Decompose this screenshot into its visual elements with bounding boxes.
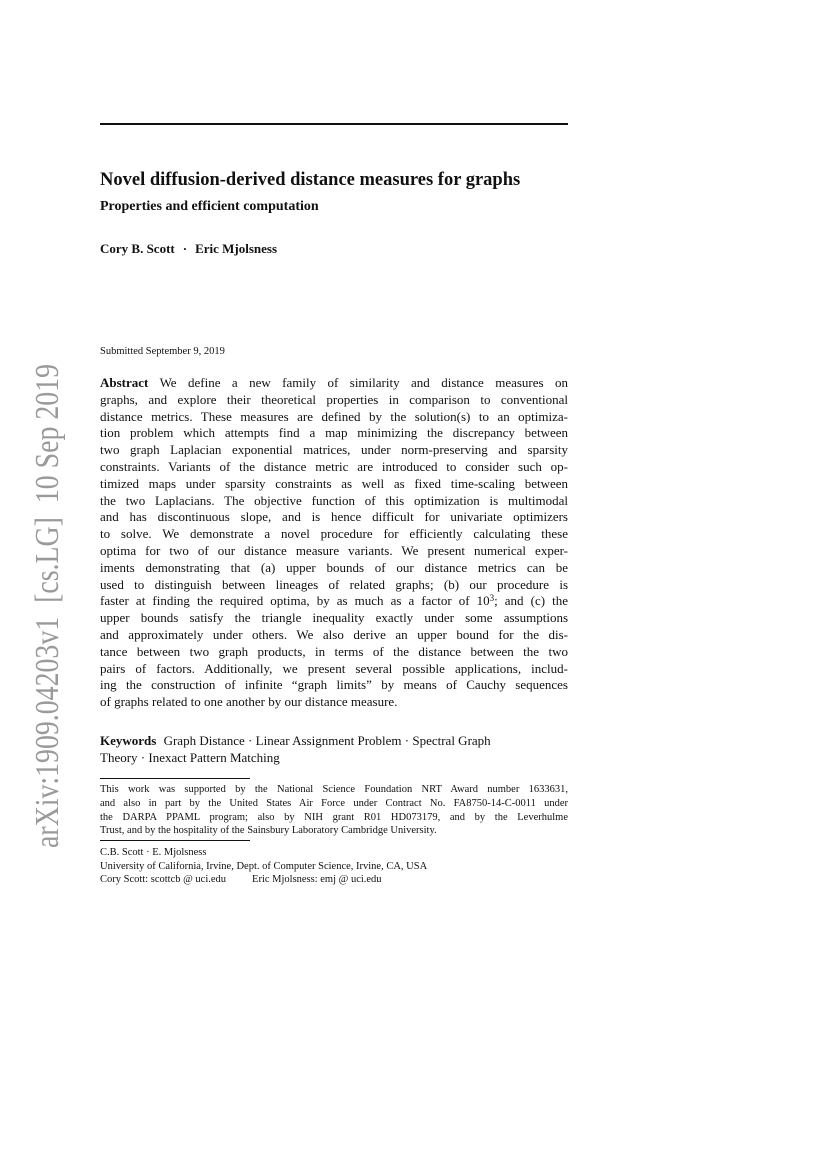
abstract-line: two graph Laplacian exponential matrices, under norm-preserving and sparsity: [100, 442, 568, 458]
author-separator: ·: [182, 241, 188, 256]
exponent: 3: [489, 593, 495, 604]
email-scott: Cory Scott: scottcb @ uci.edu: [100, 874, 227, 886]
abstract-line: upper bounds satisfy the triangle inequality exactly under some assumptions: [100, 610, 568, 626]
abstract-line: timized maps under sparsity constraints as well as fixed time-scaling between: [100, 475, 568, 491]
submission-date: Submitted September 9, 2019: [100, 346, 225, 357]
title-top-rule: [100, 123, 568, 125]
arxiv-stamp: [14, 256, 76, 848]
abstract-line: tance between two graph products, in terms of the distance between the two: [100, 643, 568, 659]
footnote-line: and also in part by the United States Air Force under Contract No. FA8750-14-C-0011 under: [100, 797, 568, 809]
abstract-line: graphs, and explore their theoretical properties in comparison to conventional: [100, 391, 568, 407]
abstract-line: and has discontinuous slope, and is hence difficult for univariate optimizers: [100, 509, 568, 525]
keywords-label: Keywords: [100, 733, 157, 748]
abstract-line: Abstract We define a new family of similarity and distance measures on: [100, 375, 569, 390]
keywords: [100, 733, 568, 767]
keywords-line: Theory · Inexact Pattern Matching: [100, 749, 280, 765]
affiliation-emails: [100, 873, 568, 887]
email-mjolsness: Eric Mjolsness: emj @ uci.edu: [252, 874, 382, 886]
author-name: Eric Mjolsness: [195, 241, 278, 256]
footnote-rule: [100, 778, 250, 779]
author-list: [100, 241, 277, 257]
abstract-line: pairs of factors. Additionally, we present several possible applications, includ-: [100, 660, 568, 676]
abstract-line: constraints. Variants of the distance metric are introduced to consider such op-: [100, 458, 568, 474]
affiliation-block: [100, 846, 568, 887]
abstract-line: used to distinguish between lineages of related graphs; (b) our procedure is: [100, 576, 568, 592]
abstract-line: iments demonstrating that (a) upper bounds of our distance metrics can be: [100, 559, 568, 575]
abstract-line: faster at finding the required optima, by as much as a factor of $10^3$; and (c) the: [100, 593, 568, 609]
keywords-line: Keywords Graph Distance · Linear Assignment Problem · Spectral Graph: [100, 733, 491, 748]
paper-title: Novel diffusion-derived distance measures for graphs: [100, 170, 521, 190]
funding-footnote: [100, 783, 568, 838]
abstract-label: Abstract: [100, 375, 149, 390]
abstract: [100, 375, 568, 711]
arxiv-stamp-text: arXiv:1909.04203v1 [cs.LG] 10 Sep 2019: [29, 256, 66, 848]
footnote-line: the DARPA PPAML program; also by NIH grant R01 HD073179, and by the Leverhulme: [100, 811, 568, 823]
affiliation-institution: University of California, Irvine, Dept. of Computer Science, Irvine, CA, USA: [100, 860, 428, 872]
abstract-line: tion problem which attempts find a map minimizing the discrepancy between: [100, 425, 568, 441]
abstract-line: ing the construction of infinite “graph limits” by means of Cauchy sequences: [100, 677, 568, 693]
footnote-line: This work was supported by the National Science Foundation NRT Award number 1633631,: [100, 784, 568, 795]
abstract-line: optima for two of our distance measure variants. We present numerical exper-: [100, 542, 568, 558]
author-name: Cory B. Scott: [100, 241, 175, 256]
footnote-line: Trust, and by the hospitality of the Sainsbury Laboratory Cambridge University.: [100, 825, 437, 837]
abstract-line: distance metrics. These measures are defined by the solution(s) to an optimiza-: [100, 408, 568, 424]
arxiv-stamp-graphic: [14, 256, 76, 848]
paper-subtitle: Properties and efficient computation: [100, 199, 319, 214]
affiliation-rule: [100, 840, 250, 841]
abstract-line: and approximately under others. We also derive an upper bound for the dis-: [100, 626, 568, 642]
abstract-line: the two Laplacians. The objective function of this optimization is multimodal: [100, 492, 568, 508]
affiliation-names: C.B. Scott · E. Mjolsness: [100, 847, 207, 858]
abstract-line: to solve. We demonstrate a novel procedure for efficiently calculating these: [100, 526, 568, 542]
abstract-line: of graphs related to one another by our distance measure.: [100, 694, 398, 710]
